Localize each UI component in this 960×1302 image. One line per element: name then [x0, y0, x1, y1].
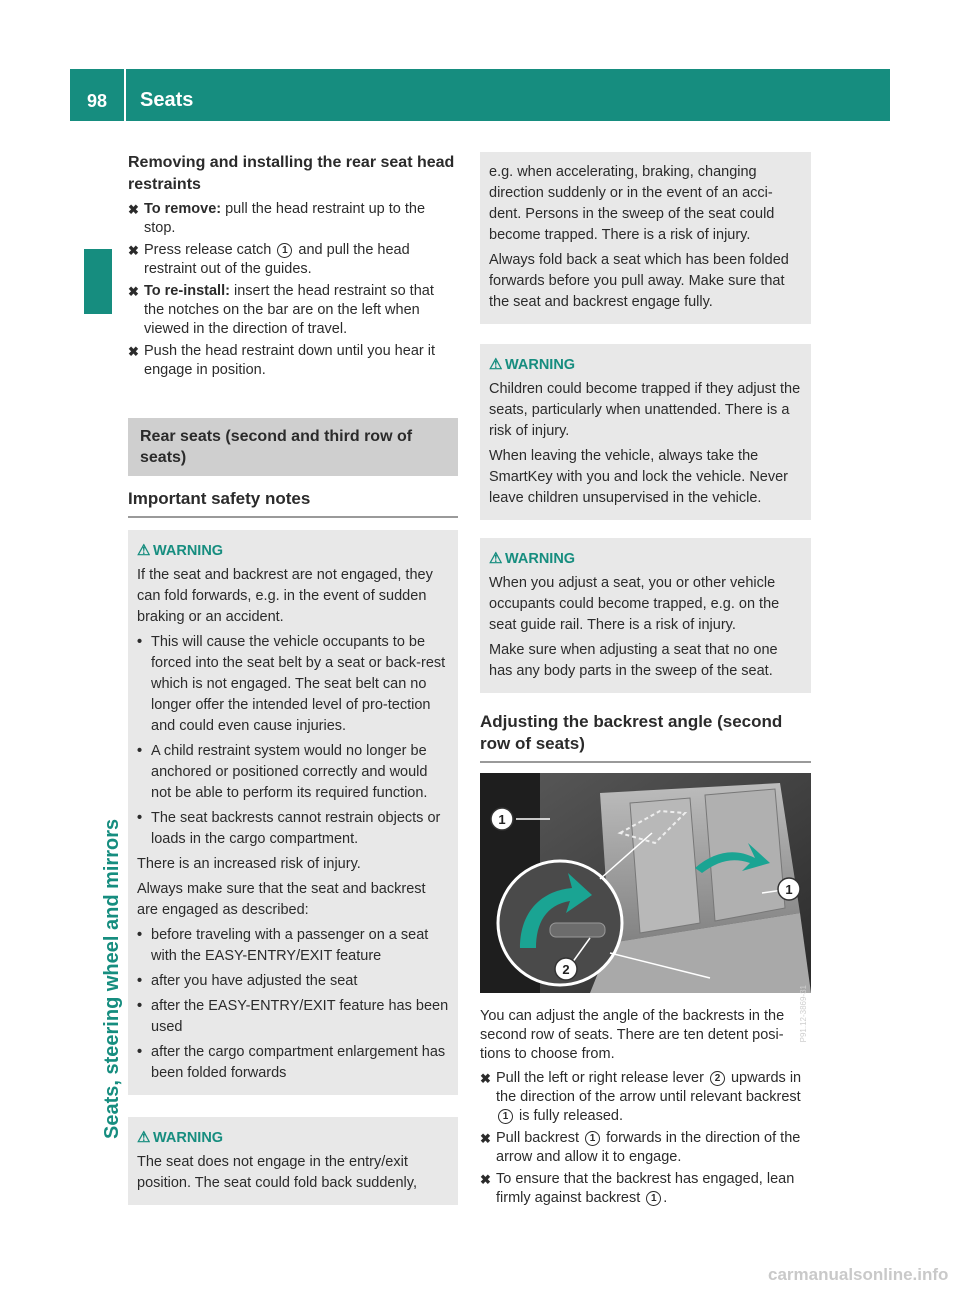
callout-1-icon: 1 [498, 1109, 513, 1124]
chapter-title: Seats [140, 89, 194, 111]
step-pull-backrest: ✖ Pull backrest 1 forwards in the direction of the arrow and allow it to engage. [480, 1130, 801, 1165]
arrow-right-icon: ✖ [128, 344, 139, 359]
list-item: • after the EASY-ENTRY/EXIT feature has been used [137, 998, 449, 1035]
left-column [128, 152, 458, 1205]
warning-triangle-icon: ⚠ [137, 542, 151, 559]
callout-2-label: 2 [562, 962, 570, 977]
subsection-title: Important safety notes [128, 476, 458, 518]
section-title-bar: Rear seats (second and third row of seats) [128, 418, 458, 476]
callout-2-icon: 2 [710, 1071, 725, 1086]
warning-box-2: ⚠ WARNING The seat does not engage in the entry/exit position. The seat could fold back suddenly, [128, 1117, 458, 1205]
arrow-right-icon: ✖ [480, 1172, 491, 1187]
step-pull-lever: ✖ Pull the left or right release lever 2 upwards in the direction of the arrow until relevant backrest 1 is fully released. [480, 1070, 802, 1124]
warning-box-2-continued: e.g. when accelerating, braking, changing direction suddenly or in the event of an acci-dent. Persons in the sweep of the seat could become trapped. There is a risk of injury. Always fold back a seat which has been folded forwards before you pull away. Make sure that the seat and backrest engage fully. [480, 152, 811, 324]
subsection-title-backrest: Adjusting the backrest angle (second row of seats) [480, 693, 811, 763]
warning-box-4: ⚠ WARNING When you adjust a seat, you or other vehicle occupants could become trapped, e.g. on the seat guide rail. There is a risk of injury. Make sure when adjusting a seat that no one has any body parts in the sweep of the seat. [480, 538, 811, 693]
arrow-right-icon: ✖ [128, 243, 139, 258]
backrest-body-text: You can adjust the angle of the backrests in the second row of seats. There are ten detent posi-tions to choose from. [480, 1008, 785, 1062]
step-push-down: ✖ Push the head restraint down until you hear it engage in position. [128, 343, 435, 378]
warning-triangle-icon: ⚠ [489, 550, 503, 567]
warning-triangle-icon: ⚠ [489, 356, 503, 373]
arrow-right-icon: ✖ [480, 1071, 491, 1086]
head-restraint-heading: Removing and installing the rear seat head restraints [128, 154, 455, 193]
list-item: • after you have adjusted the seat [137, 971, 449, 992]
arrow-right-icon: ✖ [128, 284, 139, 299]
image-code: P91.12-3869-31 [799, 985, 808, 1043]
warning-box-1: ⚠ WARNING If the seat and backrest are not engaged, they can fold forwards, e.g. in the event of sudden braking or an accident. • This will cause the vehicle occupants to be forced into the seat belt by a seat or back-rest which is not engaged. The seat belt can no longer offer the intended level of pro-tection and could even cause injuries. • A child restraint system would no longer be anchored or positioned correctly and would not be able to perform its required function. • The seat backrests cannot restrain objects or loads in the cargo compartment. There is an increased risk of injury. Always make sure that the seat and backrest are engaged as described: • before traveling with a passenger on a seat with the EASY-ENTRY/EXIT feature • after you have adjusted the seat • after the EASY-ENTRY/EXIT feature has been used • after the cargo compartment enlargement has been folded forwards [128, 530, 458, 1095]
arrow-right-icon: ✖ [128, 202, 139, 217]
arrow-right-icon: ✖ [480, 1131, 491, 1146]
bullet-dot-icon: • [137, 810, 143, 826]
warning-box-3: ⚠ WARNING Children could become trapped if they adjust the seats, particularly when unattended. There is a risk of injury. When leaving the vehicle, always take the SmartKey with you and lock the vehicle. Never leave children unsupervised in the vehicle. [480, 344, 811, 520]
callout-1-label: 1 [498, 812, 506, 827]
step-reinstall: ✖ To re-install: insert the head restraint so that the notches on the bar are on the left when viewed in the direction of travel. [128, 283, 434, 337]
bullet-dot-icon: • [137, 1044, 143, 1060]
page-number: 98 [70, 69, 126, 121]
list-item: • A child restraint system would no longer be anchored or positioned correctly and would not be able to perform its required function. [137, 743, 428, 801]
chapter-sidebar [70, 121, 126, 1181]
callout-1-label-right: 1 [785, 882, 793, 897]
bullet-dot-icon: • [137, 634, 143, 650]
callout-1-icon: 1 [277, 243, 292, 258]
step-lean-backrest: ✖ To ensure that the backrest has engaged, lean firmly against backrest 1 . [480, 1171, 795, 1206]
callout-1-icon: 1 [585, 1131, 600, 1146]
chapter-tab-marker [84, 249, 112, 314]
step-release-catch: ✖ Press release catch 1 and pull the head restraint out of the guides. [128, 242, 410, 277]
list-item: • after the cargo compartment enlargement has been folded forwards [137, 1044, 446, 1081]
watermark: carmanualsonline.info [768, 1265, 949, 1284]
list-item: • The seat backrests cannot restrain objects or loads in the cargo compartment. [137, 810, 441, 847]
list-item: • This will cause the vehicle occupants to be forced into the seat belt by a seat or back-rest which is not engaged. The seat belt can no longer offer the intended level of pro-tection and could even cause injuries. [137, 634, 446, 734]
warning-triangle-icon: ⚠ [137, 1129, 151, 1146]
right-column [480, 152, 811, 1208]
bullet-dot-icon: • [137, 743, 143, 759]
callout-1-icon: 1 [646, 1191, 661, 1206]
step-remove: ✖ To remove: pull the head restraint up to the stop. [128, 201, 426, 236]
bullet-dot-icon: • [137, 973, 143, 989]
list-item: • before traveling with a passenger on a seat with the EASY-ENTRY/EXIT feature [137, 927, 429, 964]
bullet-dot-icon: • [137, 998, 143, 1014]
sidebar-chapter-label: Seats, steering wheel and mirrors [101, 818, 123, 1139]
page-header [70, 69, 890, 121]
bullet-dot-icon: • [137, 927, 143, 943]
